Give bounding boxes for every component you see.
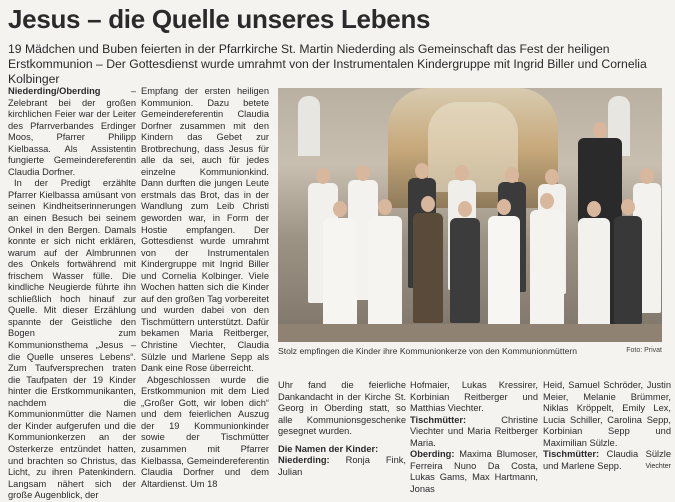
paragraph: Heid, Samuel Schröder, Justin Meier, Melanie Brümmer, Niklas Kröppelt, Emily Lex, Lucia Schiller, Carolina Sepp, Korbinian Sepp und Maximilian Sülzle. <box>543 380 671 448</box>
dateline: Niederding/Oberding <box>8 86 101 96</box>
child-figure <box>368 216 402 331</box>
paragraph: Oberding: Maxima Blumoser, Ferreira Nuno Da Costa, Lukas Gams, Max Hartmann, Jonas <box>410 449 538 494</box>
article-column-4 <box>410 380 538 495</box>
paragraph: Empfang der ersten heiligen Kommunion. Dazu betete Gemeindereferentin Claudia Dorfner zusammen mit den Kindern das Gebet zur Brotbrechung, dass Jesus für alle da sei, auch für jedes einzelne Kommunionkind. Dann durften die jungen Leute erstmals das Brot, das in der Wandlung zum Leib Christi geworden war, in Form der Hostie empfangen. Der Gottesdienst wurde umrahmt von der Instrumentalen Kindergruppe mit Ingrid Biller und Cornelia Kolbinger. Viele Wochen hatten sich die Kinder auf den großen Tag vorbereitet und wurden dabei von den Tischmüttern unterstützt. Dafür bekamen Maria Reitberger, Christine Viechter, Claudia Sülzle und Marlene Sepp als Dank eine Rose überreicht. <box>141 86 269 374</box>
child-head <box>540 193 554 209</box>
child-figure <box>530 210 564 328</box>
child-head <box>640 168 654 184</box>
photo-credit: Foto: Privat <box>626 347 662 354</box>
names-heading: Die Namen der Kinder: <box>278 443 379 454</box>
author-signature: Viechter <box>645 462 671 470</box>
child-head <box>505 167 519 183</box>
paragraph: Abgeschlossen wurde die Erstkommunion mit dem Lied „Großer Gott, wir loben dich“ und dem feierlichen Auszug der 19 Kommunionkinder sowie der Tischmütter zusammen mit Pfarrer Kielbassa, Gemeindereferentin Claudia Dorfner und dem Altardienst. Um 18 <box>141 374 269 489</box>
child-head <box>316 168 330 184</box>
paragraph: Niederding/Oberding – Zelebrant bei der großen kirchlichen Feier war der Leiter des Pfarrverbandes Erdinger Moos, Pfarrer Philipp Kielbassa. Als Assistentin fungierte Gemeindereferentin Claudia Dorfner. <box>8 86 136 177</box>
child-figure <box>614 216 642 324</box>
article-column-1 <box>8 86 136 502</box>
child-head <box>545 169 559 185</box>
child-head <box>497 199 511 215</box>
child-head <box>621 199 635 215</box>
article-column-5 <box>543 380 671 472</box>
child-head <box>378 199 392 215</box>
child-head <box>333 201 347 217</box>
child-head <box>415 163 429 179</box>
article-column-3 <box>278 380 406 478</box>
paragraph: In der Predigt erzählte Pfarrer Kielbassa amüsant von seinen Kindheitserinnerungen an einen Besuch bei seinem Onkel in den Bergen. Damals konnte er sich nicht erklären, warum auf der Almbrunnen des Onkels fortwährend mit frischem Wasser fülle. Die kindliche Neugierde führte ihn schließlich hoch hinauf zur Quelle. Mit dieser Erzählung spannte der Geistliche den Bogen zum Kommunionsthema „Jesus – die Quelle unseres Lebens“. Zum Taufversprechen traten die Taufpaten der 19 Kinder hinter die Erstkommunikanten, nachdem die Kommunionmütter die Namen der Kinder aufgerufen und die Kommunionkerzen an der Osterkerze entzündet hatten, und brachten so Christus, das Licht, zu ihren Patenkindern. Langsam nähert sich der große Augenblick, der <box>8 178 136 501</box>
child-head <box>455 165 469 181</box>
church-window <box>298 96 320 156</box>
child-figure <box>450 218 480 323</box>
paragraph: Hofmaier, Lukas Kressirer, Korbinian Reitberger und Matthias Viechter. <box>410 380 538 414</box>
child-figure <box>578 218 610 328</box>
child-figure <box>323 218 357 333</box>
headline: Jesus – die Quelle unseres Lebens <box>8 4 431 34</box>
child-head <box>356 165 370 181</box>
paragraph: Tischmütter: Claudia Sülzle und Marlene Sepp. Viechter <box>543 449 671 471</box>
paragraph: Uhr fand die feierliche Dankandacht in der Kirche St. Georg in Oberding statt, so alle Kommunionsgeschenke gesegnet wurden. <box>278 380 406 437</box>
child-head <box>421 196 435 212</box>
child-figure <box>488 216 520 328</box>
child-head <box>587 201 601 217</box>
article-column-2 <box>141 86 269 490</box>
subhead: 19 Mädchen und Buben feierten in der Pfarrkirche St. Martin Niederding als Gemeinschaft das Fest der heiligen Erstkommunion – Der Gottesdienst wurde umrahmt von der Instrumentalen Kindergruppe mit Ingrid Biller und Cornelia Kolbinger <box>8 42 647 86</box>
child-figure <box>413 213 443 323</box>
group-photo <box>278 88 662 342</box>
priest-head <box>593 122 607 138</box>
caption-text: Stolz empfingen die Kinder ihre Kommunionkerze von den Kommunionmüttern <box>278 346 578 356</box>
photo-caption <box>278 346 662 356</box>
child-head <box>458 201 472 217</box>
paragraph: Niederding: Ronja Fink, Julian <box>278 455 406 477</box>
paragraph: Tischmütter: Christine Viechter und Maria Reitberger Maria. <box>410 414 538 448</box>
church-floor <box>278 324 662 342</box>
